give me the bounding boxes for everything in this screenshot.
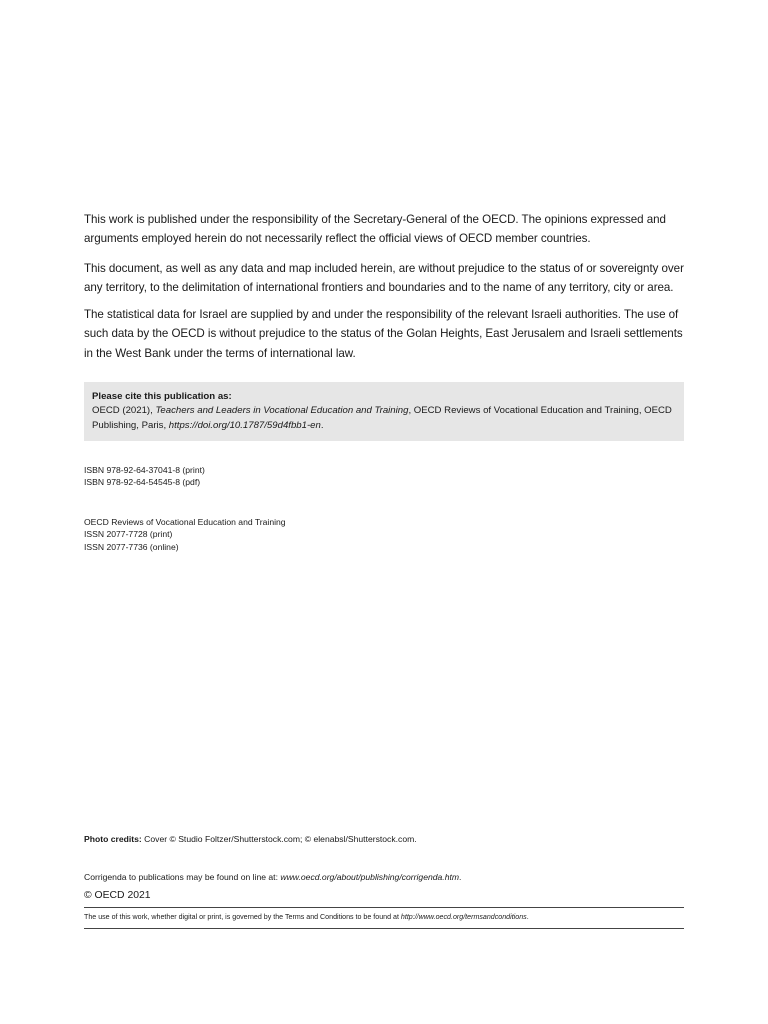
terms-suffix: .: [526, 913, 529, 921]
disclaimer-paragraph: This work is published under the responsibility of the Secretary-General of the OECD. The opinions expressed and arguments employed herein do not necessarily reflect the official views of OECD member countries.: [84, 213, 666, 246]
citation-doi-link[interactable]: https://doi.org/10.1787/59d4fbb1-en: [168, 419, 321, 431]
terms-link[interactable]: http://www.oecd.org/termsandconditions: [400, 913, 527, 921]
series-name: OECD Reviews of Vocational Education and Training: [84, 517, 286, 527]
copyright: © OECD 2021: [84, 890, 151, 901]
citation-publisher: , OECD Reviews of Vocational Education and Training, OECD Publishing, Paris,: [92, 405, 672, 431]
corrigenda-suffix: .: [459, 872, 462, 882]
divider-top: [84, 907, 684, 908]
isbn-print: ISBN 978-92-64-37041-8 (print): [84, 465, 205, 475]
citation-title: Teachers and Leaders in Vocational Education and Training: [155, 405, 409, 417]
corrigenda-note: [84, 871, 461, 883]
photo-credits-text: Cover © Studio Foltzer/Shutterstock.com; © elenabsl/Shutterstock.com.: [141, 834, 417, 844]
isbn-pdf: ISBN 978-92-64-54545-8 (pdf): [84, 477, 201, 488]
citation-text: [92, 390, 682, 433]
citation-box: [84, 382, 684, 441]
terms-note: [84, 912, 529, 923]
disclaimer-paragraph: This document, as well as any data and map included herein, are without prejudice to the status of or sovereignty over any territory, to the delimitation of international frontiers and boundaries and to the name of any territory, city or area.: [84, 262, 684, 295]
terms-text: The use of this work, whether digital or print, is governed by the Terms and Conditions to be found at: [84, 913, 401, 921]
issn-print: ISSN 2077-7728 (print): [84, 529, 173, 540]
corrigenda-link[interactable]: www.oecd.org/about/publishing/corrigenda.htm: [280, 872, 460, 882]
citation-heading: Please cite this publication as:: [92, 391, 232, 402]
issn-online: ISSN 2077-7736 (online): [84, 541, 179, 552]
divider-bottom: [84, 928, 684, 929]
series-block: [84, 516, 286, 553]
photo-credits: [84, 833, 417, 845]
isbn-block: [84, 464, 205, 489]
citation-suffix: .: [320, 419, 324, 431]
citation-prefix: OECD (2021),: [92, 405, 156, 417]
photo-credits-label: Photo credits:: [84, 834, 142, 844]
corrigenda-text: Corrigenda to publications may be found on line at:: [84, 872, 281, 882]
disclaimer-paragraph: The statistical data for Israel are supplied by and under the responsibility of the relevant Israeli authorities. The use of such data by the OECD is without prejudice to the status of the Golan Heights, East Jerusalem and Israeli settlements in the West Bank under the terms of international law.: [84, 308, 683, 360]
